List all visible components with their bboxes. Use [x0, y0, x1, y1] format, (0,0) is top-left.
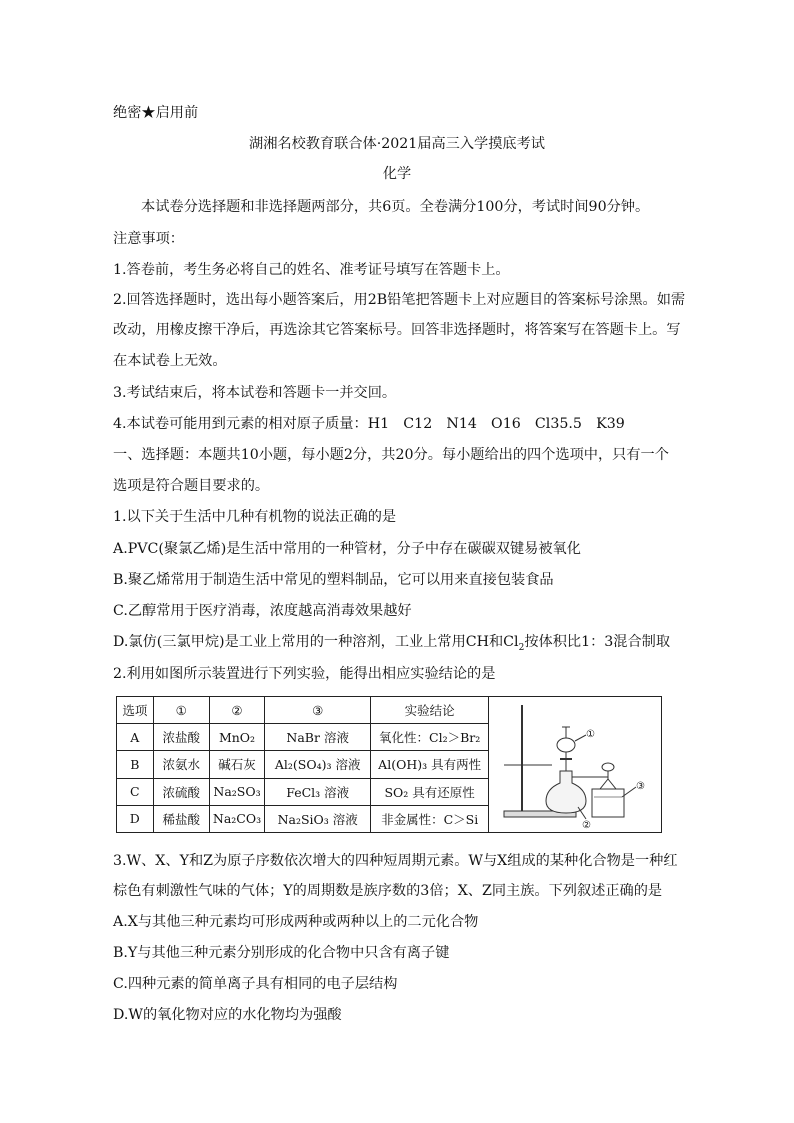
subject-title: 化学 [382, 166, 412, 182]
header-reagent-1: ① [153, 697, 209, 724]
row-reagent-1: 稀盐酸 [153, 805, 209, 832]
row-option: C [117, 778, 154, 805]
intro-text: 本试卷分选择题和非选择题两部分，共6页。全卷满分100分，考试时间90分钟。 [141, 199, 650, 215]
section-heading-line-2: 选项是符合题目要求的。 [113, 478, 270, 494]
header-option: 选项 [117, 697, 154, 724]
question-1-option-d: D.氯仿(三氯甲烷)是工业上常用的一种溶剂，工业上常用CH和$Cl_2$按体积比1：3混合制取 [113, 634, 671, 653]
row-reagent-1: 浓盐酸 [153, 724, 209, 751]
label-1: ① [586, 729, 595, 740]
row-reagent-3: NaBr 溶液 [265, 724, 371, 751]
notes-heading: 注意事项： [113, 231, 184, 247]
header-reagent-2: ② [209, 697, 264, 724]
question-1-option-a: A.PVC(聚氯乙烯)是生活中常用的一种管材，分子中存在碳碳双键易被氧化 [113, 541, 581, 557]
question-3-option-d: D.W的氧化物对应的水化物均为强酸 [113, 1007, 342, 1023]
row-conclusion: SO₂ 具有还原性 [371, 778, 489, 805]
experiment-table [116, 696, 662, 833]
question-3-stem-line-2: 棕色有刺激性气味的气体；Y的周期数是族序数的3倍；X、Z同主族。下列叙述正确的是 [113, 883, 663, 899]
row-conclusion: 非金属性：C＞Si [371, 805, 489, 832]
exam-title: 湖湘名校教育联合体·2021届高三入学摸底考试 [249, 136, 545, 152]
question-3-option-c: C.四种元素的简单离子具有相同的电子层结构 [113, 976, 398, 992]
note-3: 3.考试结束后，将本试卷和答题卡一并交回。 [113, 385, 397, 401]
row-reagent-2: Na₂CO₃ [209, 805, 264, 832]
row-conclusion: Al(OH)₃ 具有两性 [371, 751, 489, 778]
secret-label: 绝密★启用前 [113, 105, 199, 121]
row-reagent-3: Al₂(SO₄)₃ 溶液 [265, 751, 371, 778]
question-3-option-a: A.X与其他三种元素均可形成两种或两种以上的二元化合物 [113, 914, 479, 930]
note-2-line-2: 改动，用橡皮擦干净后，再选涂其它答案标号。回答非选择题时，将答案写在答题卡上。写 [113, 322, 681, 338]
question-1-option-b: B.聚乙烯常用于制造生活中常见的塑料制品，它可以用来直接包装食品 [113, 572, 554, 588]
header-conclusion: 实验结论 [371, 697, 489, 724]
row-conclusion: 氧化性：Cl₂＞Br₂ [371, 724, 489, 751]
note-1: 1.答卷前，考生务必将自己的姓名、准考证号填写在答题卡上。 [113, 262, 510, 278]
label-2: ② [582, 820, 591, 829]
question-3-option-b: B.Y与其他三种元素分别形成的化合物中只含有离子键 [113, 945, 450, 961]
row-option: D [117, 805, 154, 832]
row-reagent-2: MnO₂ [209, 724, 264, 751]
header-reagent-3: ③ [265, 697, 371, 724]
note-2-line-3: 在本试卷上无效。 [113, 353, 227, 369]
section-heading-line-1: 一、选择题：本题共10小题，每小题2分，共20分。每小题给出的四个选项中，只有一个 [113, 447, 669, 463]
row-reagent-2: Na₂SO₃ [209, 778, 264, 805]
row-reagent-3: Na₂SiO₃ 溶液 [265, 805, 371, 832]
row-reagent-1: 浓氨水 [153, 751, 209, 778]
row-reagent-2: 碱石灰 [209, 751, 264, 778]
question-2-stem: 2.利用如图所示装置进行下列实验，能得出相应实验结论的是 [113, 666, 496, 682]
label-3: ③ [636, 781, 645, 792]
note-2-line-1: 2.回答选择题时，选出每小题答案后，用2B铅笔把答题卡上对应题目的答案标号涂黑。如需 [113, 292, 686, 308]
question-3-stem-line-1: 3.W、X、Y和Z为原子序数依次增大的四种短周期元素。W与X组成的某种化合物是一种红 [113, 853, 678, 869]
note-4: 4.本试卷可能用到元素的相对原子质量：H1 C12 N14 O16 Cl35.5 K39 [113, 416, 625, 432]
row-option: A [117, 724, 154, 751]
beaker [592, 789, 624, 817]
row-reagent-3: FeCl₃ 溶液 [265, 778, 371, 805]
funnel-bulb [557, 738, 575, 752]
apparatus-diagram [490, 697, 660, 829]
row-option: B [117, 751, 154, 778]
question-1-stem: 1.以下关于生活中几种有机物的说法正确的是 [113, 509, 397, 525]
table-header-row [117, 697, 662, 724]
row-reagent-1: 浓硫酸 [153, 778, 209, 805]
apparatus-diagram-cell [489, 697, 662, 833]
question-1-option-c: C.乙醇常用于医疗消毒，浓度越高消毒效果越好 [113, 603, 412, 619]
